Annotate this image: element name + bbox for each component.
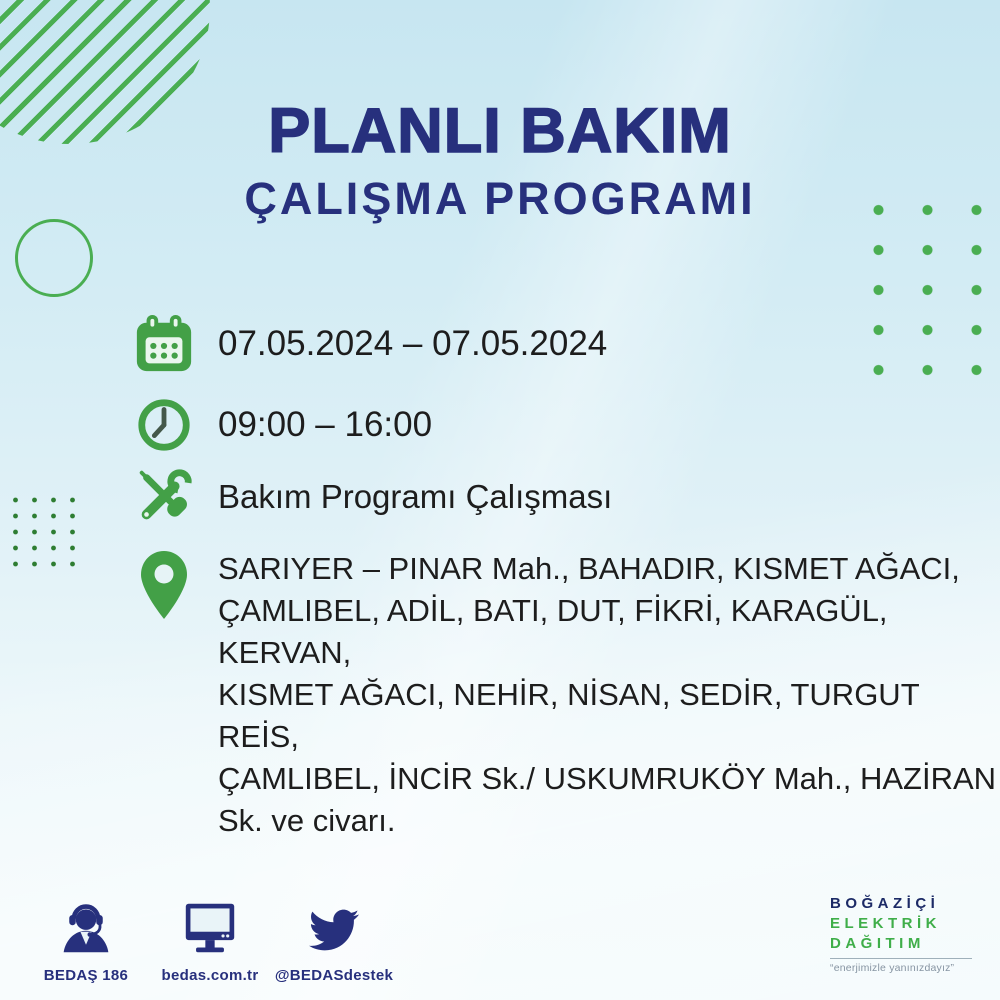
location-pin-icon bbox=[128, 548, 200, 624]
page-title bbox=[0, 98, 1000, 224]
contact-website bbox=[154, 899, 266, 984]
call-center-label: BEDAŞ 186 bbox=[43, 967, 129, 984]
circle-outline-decoration bbox=[15, 219, 93, 297]
address-line: ÇAMLIBEL, ADİL, BATI, DUT, FİKRİ, KARAGÜL, KERVAN, bbox=[218, 593, 888, 670]
calendar-icon bbox=[128, 313, 200, 375]
title-line-2: ÇALIŞMA PROGRAMI bbox=[244, 173, 756, 225]
contact-call-center bbox=[30, 899, 142, 984]
twitter-handle-label: @BEDASdestek bbox=[274, 967, 394, 984]
footer-contacts bbox=[30, 899, 394, 984]
work-type-row bbox=[128, 464, 612, 530]
tools-icon bbox=[128, 464, 200, 530]
contact-twitter bbox=[274, 899, 394, 984]
logo-divider bbox=[830, 958, 972, 959]
clock-icon bbox=[128, 396, 200, 454]
title-line-1: PLANLI BAKIM bbox=[268, 96, 732, 166]
address-line: SARIYER – PINAR Mah., BAHADIR, KISMET AĞACI, bbox=[218, 551, 960, 586]
logo-line-dagitim: DAĞITIM bbox=[830, 935, 925, 952]
company-logo bbox=[830, 894, 978, 974]
dot-grid-decoration-left bbox=[6, 492, 82, 574]
time-range-value: 09:00 – 16:00 bbox=[218, 405, 433, 444]
date-row bbox=[128, 313, 607, 375]
address-line: Sk. ve civarı. bbox=[218, 803, 396, 838]
call-center-agent-icon bbox=[55, 899, 117, 955]
logo-line-elektrik: ELEKTRİK bbox=[830, 915, 941, 932]
work-type-value: Bakım Programı Çalışması bbox=[218, 478, 613, 515]
logo-tagline: “enerjimizle yanınızdayız” bbox=[830, 962, 955, 974]
twitter-icon bbox=[306, 899, 362, 955]
monitor-icon bbox=[180, 899, 240, 955]
location-row bbox=[128, 548, 1000, 842]
address-line: ÇAMLIBEL, İNCİR Sk./ USKUMRUKÖY Mah., HAZİRAN bbox=[218, 761, 997, 796]
logo-line-bogazici: BOĞAZİÇİ bbox=[830, 895, 940, 912]
website-label: bedas.com.tr bbox=[161, 967, 259, 984]
address-line: KISMET AĞACI, NEHİR, NİSAN, SEDİR, TURGUT REİS, bbox=[218, 677, 920, 754]
time-row bbox=[128, 396, 432, 454]
date-range-value: 07.05.2024 – 07.05.2024 bbox=[218, 324, 608, 363]
affected-area-text bbox=[218, 548, 1000, 842]
